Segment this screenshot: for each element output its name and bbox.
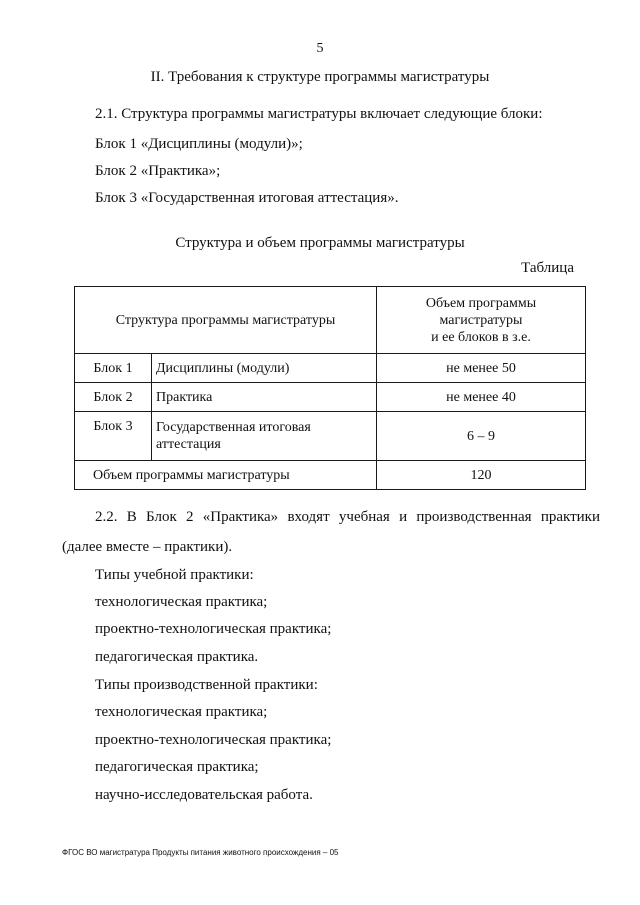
- table-title: Структура и объем программы магистратуры: [175, 235, 465, 251]
- block-1-line: Блок 1 «Дисциплины (модули)»;: [95, 136, 303, 152]
- list-item: педагогическая практика;: [95, 759, 259, 775]
- block-value-cell: не менее 40: [377, 383, 586, 412]
- total-value-cell: 120: [377, 461, 586, 490]
- header-volume-line-1: Объем программы: [425, 295, 537, 311]
- list-item: педагогическая практика.: [95, 649, 259, 665]
- list-item: научно-исследовательская работа.: [95, 787, 313, 803]
- section-title: II. Требования к структуре программы магистратуры: [150, 69, 490, 85]
- header-structure: Структура программы магистратуры: [75, 287, 377, 354]
- block-3-line: Блок 3 «Государственная итоговая аттестация».: [95, 190, 399, 206]
- list-item: технологическая практика;: [95, 594, 268, 610]
- block-name-cell: Государственная итоговая аттестация: [152, 412, 377, 461]
- paragraph-2-2-line-2: (далее вместе – практики).: [62, 539, 233, 555]
- page-footer: ФГОС ВО магистратура Продукты питания животного происхождения – 05: [62, 848, 339, 857]
- header-volume-line-3: и ее блоков в з.е.: [431, 329, 531, 345]
- table-row: [75, 383, 586, 412]
- table-header-row: [75, 287, 586, 354]
- header-volume-line-2: магистратуры: [439, 312, 523, 328]
- block-cell: Блок 1: [75, 354, 152, 383]
- table-caption: Таблица: [521, 260, 574, 276]
- total-label-cell: Объем программы магистратуры: [75, 461, 377, 490]
- block-name-cell: Дисциплины (модули): [152, 354, 377, 383]
- list-item: проектно-технологическая практика;: [95, 732, 332, 748]
- paragraph-2-1: 2.1. Структура программы магистратуры включает следующие блоки:: [95, 106, 543, 122]
- paragraph-2-2-line-1: 2.2. В Блок 2 «Практика» входят учебная и производственная практики: [95, 509, 600, 525]
- block-name-cell: Практика: [152, 383, 377, 412]
- structure-table: [74, 286, 586, 490]
- list-item: технологическая практика;: [95, 704, 268, 720]
- header-volume: [377, 287, 586, 354]
- block-cell: Блок 2: [75, 383, 152, 412]
- prod-practice-heading: Типы производственной практики:: [95, 677, 318, 693]
- table-total-row: [75, 461, 586, 490]
- table-row: [75, 412, 586, 461]
- list-item: проектно-технологическая практика;: [95, 621, 332, 637]
- edu-practice-heading: Типы учебной практики:: [95, 567, 254, 583]
- block-2-line: Блок 2 «Практика»;: [95, 163, 221, 179]
- page-number: 5: [316, 41, 324, 56]
- block-value-cell: 6 – 9: [377, 412, 586, 461]
- table-row: [75, 354, 586, 383]
- block-cell: Блок 3: [75, 412, 152, 461]
- block-value-cell: не менее 50: [377, 354, 586, 383]
